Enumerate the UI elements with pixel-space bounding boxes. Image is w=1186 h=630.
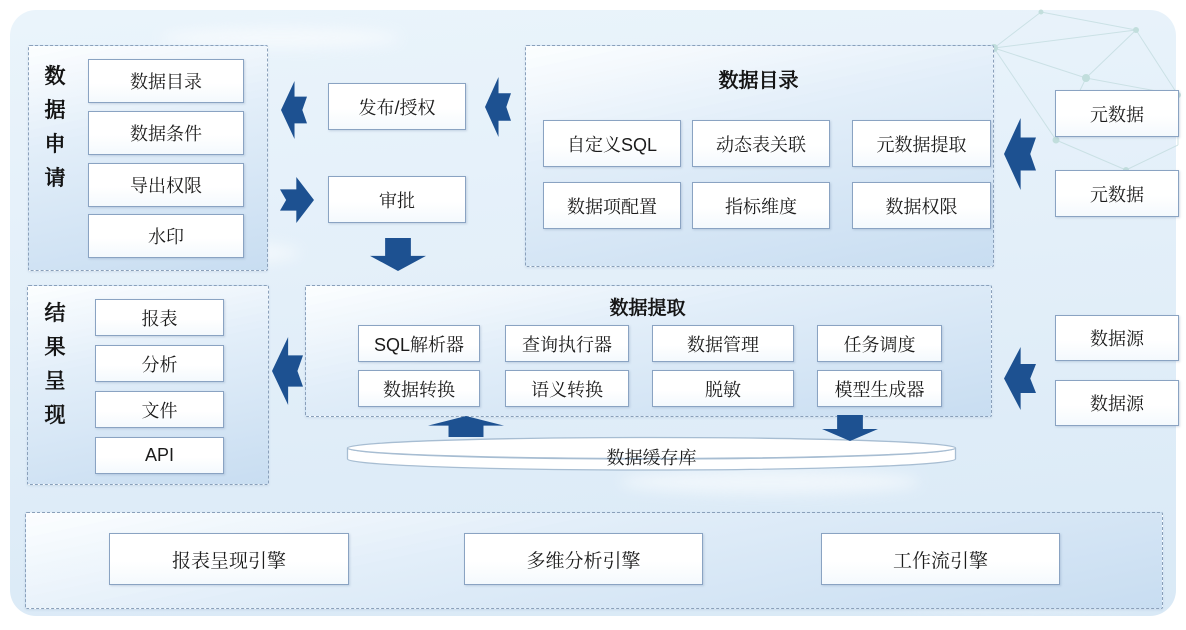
catalog-item: 指标维度	[692, 182, 830, 229]
panel-results-title: 结果呈现	[44, 302, 66, 427]
apply-item: 数据目录	[88, 59, 244, 103]
extract-item: 任务调度	[817, 325, 942, 362]
catalog-item: 数据项配置	[543, 182, 681, 229]
extract-item: SQL解析器	[358, 325, 480, 362]
catalog-item: 自定义SQL	[543, 120, 681, 167]
apply-item: 导出权限	[88, 163, 244, 207]
engine-item: 多维分析引擎	[464, 533, 703, 585]
apply-item: 水印	[88, 214, 244, 258]
datasource-box: 数据源	[1055, 315, 1179, 361]
metadata-box: 元数据	[1055, 90, 1179, 137]
extract-item: 数据管理	[652, 325, 794, 362]
cache-cylinder-label: 数据缓存库	[606, 448, 697, 468]
panel-catalog-title: 数据目录	[718, 70, 799, 92]
result-item: 报表	[95, 299, 224, 336]
apply-item: 数据条件	[88, 111, 244, 155]
cache-cylinder	[345, 435, 958, 475]
metadata-box: 元数据	[1055, 170, 1179, 217]
catalog-item: 元数据提取	[852, 120, 991, 167]
result-item: 文件	[95, 391, 224, 428]
panel-data-apply-title: 数据申请	[44, 65, 66, 190]
result-item: API	[95, 437, 224, 474]
publish-box: 发布/授权	[328, 83, 466, 130]
extract-item: 语义转换	[505, 370, 629, 407]
panel-extract-title: 数据提取	[609, 298, 686, 319]
approve-box: 审批	[328, 176, 466, 223]
datasource-box: 数据源	[1055, 380, 1179, 426]
result-item: 分析	[95, 345, 224, 382]
catalog-item: 数据权限	[852, 182, 991, 229]
extract-item: 模型生成器	[817, 370, 942, 407]
engine-item: 工作流引擎	[821, 533, 1060, 585]
catalog-item: 动态表关联	[692, 120, 830, 167]
extract-item: 数据转换	[358, 370, 480, 407]
extract-item: 查询执行器	[505, 325, 629, 362]
engine-item: 报表呈现引擎	[109, 533, 349, 585]
extract-item: 脱敏	[652, 370, 794, 407]
